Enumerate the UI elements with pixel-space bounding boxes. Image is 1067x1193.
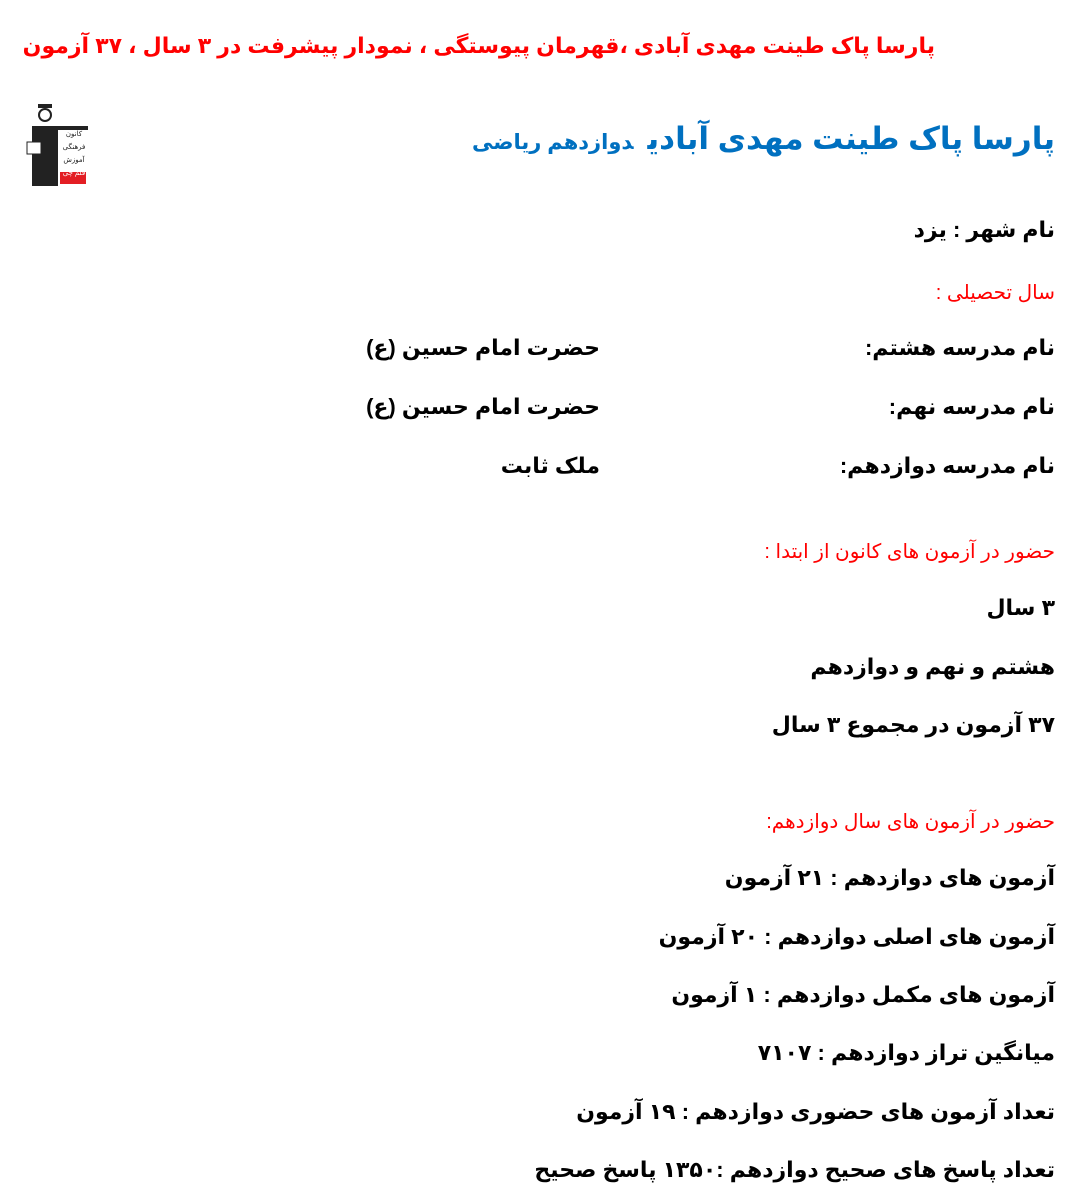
logo-text-line: آموزش (63, 157, 85, 164)
kanoon-logo (24, 104, 90, 188)
school-value: حضرت امام حسین (ع) (366, 335, 600, 360)
attendance-12-item: آزمون های مکمل دوازدهم : ۱ آزمون (671, 982, 1055, 1007)
attendance-item: ۳۷ آزمون در مجموع ۳ سال (771, 712, 1055, 737)
school-label: نام مدرسه دوازدهم: (839, 453, 1055, 478)
attendance-12-item: آزمون های دوازدهم : ۲۱ آزمون (724, 865, 1055, 890)
school-value: حضرت امام حسین (ع) (366, 394, 600, 419)
student-name: پارسا پاک طینت مهدی آبادی (647, 121, 1055, 156)
attendance-12-heading: حضور در آزمون های سال دوازدهم: (766, 811, 1055, 833)
attendance-all-heading: حضور در آزمون های کانون از ابتدا : (764, 541, 1055, 563)
school-value: ملک ثابت (500, 453, 600, 478)
attendance-item: ۳ سال (986, 595, 1055, 620)
attendance-12-item: تعداد پاسخ های صحیح دوازدهم :۱۳۵۰ پاسخ صحیح (534, 1157, 1055, 1182)
academic-year-label: سال تحصیلی : (935, 282, 1055, 304)
logo-text-line: فرهنگی (62, 144, 86, 151)
attendance-item: هشتم و نهم و دوازدهم (810, 654, 1055, 679)
logo-text-line: قلم چی (62, 170, 86, 177)
attendance-12-item: میانگین تراز دوازدهم : ۷۱۰۷ (757, 1040, 1055, 1065)
school-label: نام مدرسه نهم: (888, 394, 1055, 419)
attendance-12-item: آزمون های اصلی دوازدهم : ۲۰ آزمون (658, 924, 1055, 949)
student-grade: دوازدهم ریاضی (472, 131, 634, 154)
city: نام شهر : یزد (913, 217, 1055, 242)
page-title: پارسا پاک طینت مهدی آبادی ،قهرمان پیوستگی ، نمودار پیشرفت در ۳ سال ، ۳۷ آزمون (22, 33, 935, 58)
student-heading (110, 122, 1055, 156)
school-label: نام مدرسه هشتم: (864, 335, 1055, 360)
attendance-12-item: تعداد آزمون های حضوری دوازدهم : ۱۹ آزمون (576, 1099, 1055, 1124)
logo-text-line: کانون (65, 131, 83, 138)
